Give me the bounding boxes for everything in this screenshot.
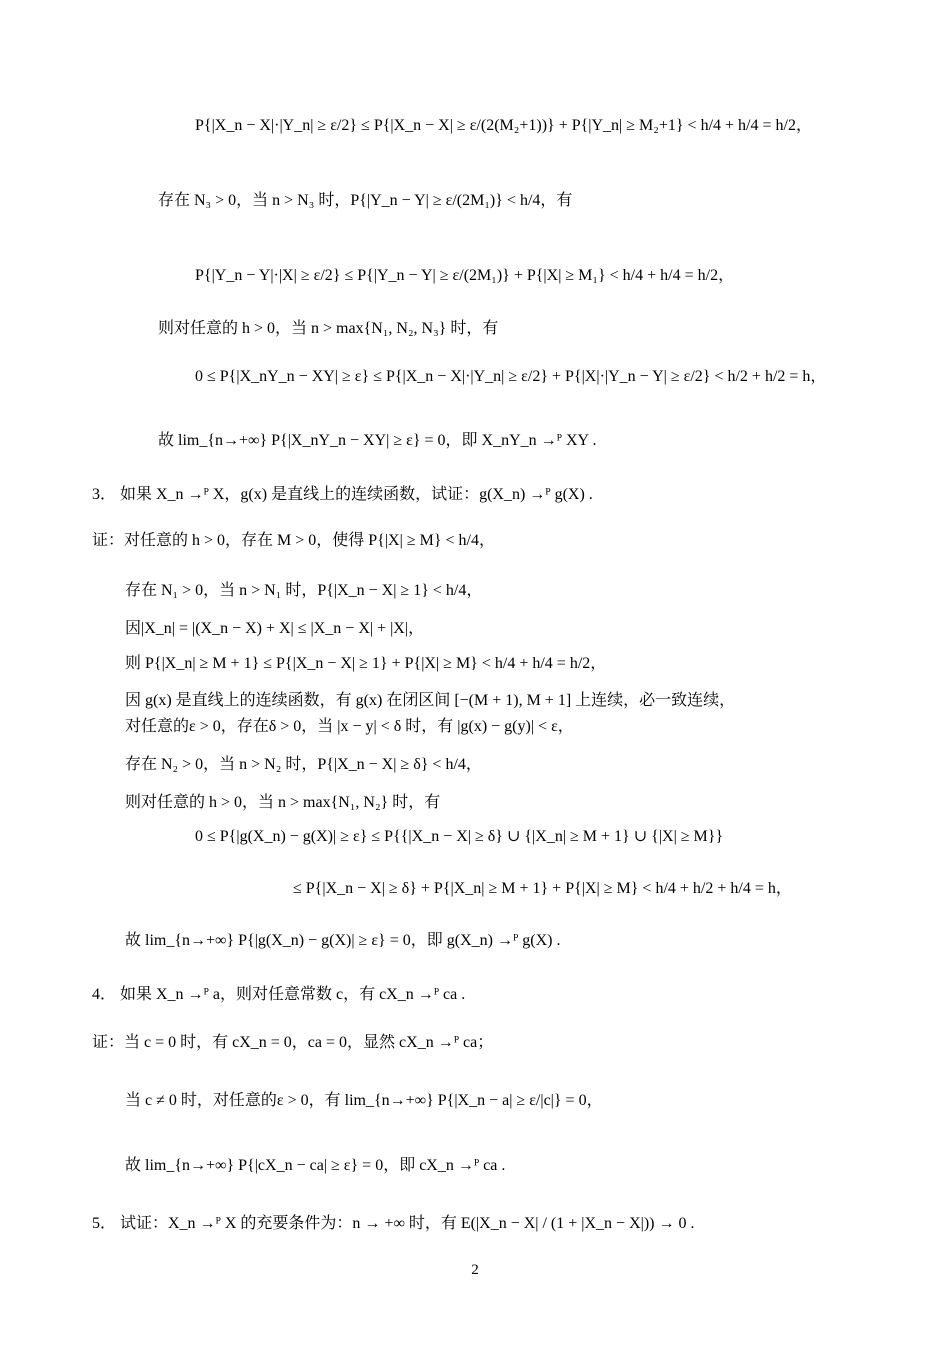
line-13: 对任意的ε > 0，存在δ > 0，当 |x − y| < δ 时，有 |g(x) − g(y)| < ε， (125, 718, 574, 735)
line-11: 则 P{|X_n| ≥ M + 1} ≤ P{|X_n − X| ≥ 1} + P{|X| ≥ M} < h/4 + h/4 = h/2， (125, 655, 607, 672)
line-9: 存在 N₁ > 0，当 n > N₁ 时，P{|X_n − X| ≥ 1} < h/4， (125, 582, 483, 599)
line-16: 0 ≤ P{|g(X_n) − g(X)| ≥ ε} ≤ P{{|X_n − X| ≥ δ} ∪ {|X_n| ≥ M + 1} ∪ {|X| ≥ M}} (195, 828, 724, 845)
line-20: 证：当 c = 0 时，有 cX_n = 0，ca = 0，显然 cX_n →ᴾ ca； (92, 1034, 494, 1051)
line-4: 则对任意的 h > 0，当 n > max{N₁, N₂, N₃} 时，有 (158, 320, 499, 337)
line-18: 故 lim_{n→+∞} P{|g(X_n) − g(X)| ≥ ε} = 0，即 g(X_n) →ᴾ g(X) . (125, 932, 561, 949)
line-3: P{|Y_n − Y|·|X| ≥ ε/2} ≤ P{|Y_n − Y| ≥ ε/(2M₁)} + P{|X| ≥ M₁} < h/4 + h/4 = h/2， (195, 267, 735, 284)
line-17: ≤ P{|X_n − X| ≥ δ} + P{|X_n| ≥ M + 1} + P{|X| ≥ M} < h/4 + h/2 + h/4 = h， (293, 880, 792, 897)
line-12: 因 g(x) 是直线上的连续函数，有 g(x) 在闭区间 [−(M + 1), M + 1] 上连续，必一致连续， (125, 692, 736, 709)
line-21: 当 c ≠ 0 时，对任意的ε > 0，有 lim_{n→+∞} P{|X_n − a| ≥ ε/|c|} = 0， (125, 1092, 603, 1109)
line-19: 4． 如果 X_n →ᴾ a，则对任意常数 c，有 cX_n →ᴾ ca . (92, 986, 466, 1003)
line-10: 因|X_n| = |(X_n − X) + X| ≤ |X_n − X| + |X|， (125, 620, 425, 637)
line-14: 存在 N₂ > 0，当 n > N₂ 时，P{|X_n − X| ≥ δ} < h/4， (125, 756, 482, 773)
line-15: 则对任意的 h > 0，当 n > max{N₁, N₂} 时，有 (125, 794, 441, 811)
line-1: P{|X_n − X|·|Y_n| ≥ ε/2} ≤ P{|X_n − X| ≥ ε/(2(M₂+1))} + P{|Y_n| ≥ M₂+1} < h/4 + h/4 = h/2， (195, 117, 812, 134)
line-5: 0 ≤ P{|X_nY_n − XY| ≥ ε} ≤ P{|X_n − X|·|Y_n| ≥ ε/2} + P{|X|·|Y_n − Y| ≥ ε/2} < h/2 + h/2 = h， (195, 368, 827, 385)
line-22: 故 lim_{n→+∞} P{|cX_n − ca| ≥ ε} = 0，即 cX_n →ᴾ ca . (125, 1157, 506, 1174)
line-2: 存在 N₃ > 0，当 n > N₃ 时，P{|Y_n − Y| ≥ ε/(2M₁)} < h/4，有 (158, 192, 573, 209)
page-number: 2 (471, 1262, 479, 1278)
line-23: 5． 试证：X_n →ᴾ X 的充要条件为：n → +∞ 时，有 E(|X_n − X| / (1 + |X_n − X|)) → 0 . (92, 1215, 695, 1232)
line-8: 证：对任意的 h > 0，存在 M > 0，使得 P{|X| ≥ M} < h/4， (92, 532, 495, 549)
line-6: 故 lim_{n→+∞} P{|X_nY_n − XY| ≥ ε} = 0，即 X_nY_n →ᴾ XY . (158, 432, 597, 449)
line-7: 3． 如果 X_n →ᴾ X，g(x) 是直线上的连续函数，试证：g(X_n) →ᴾ g(X) . (92, 486, 593, 503)
